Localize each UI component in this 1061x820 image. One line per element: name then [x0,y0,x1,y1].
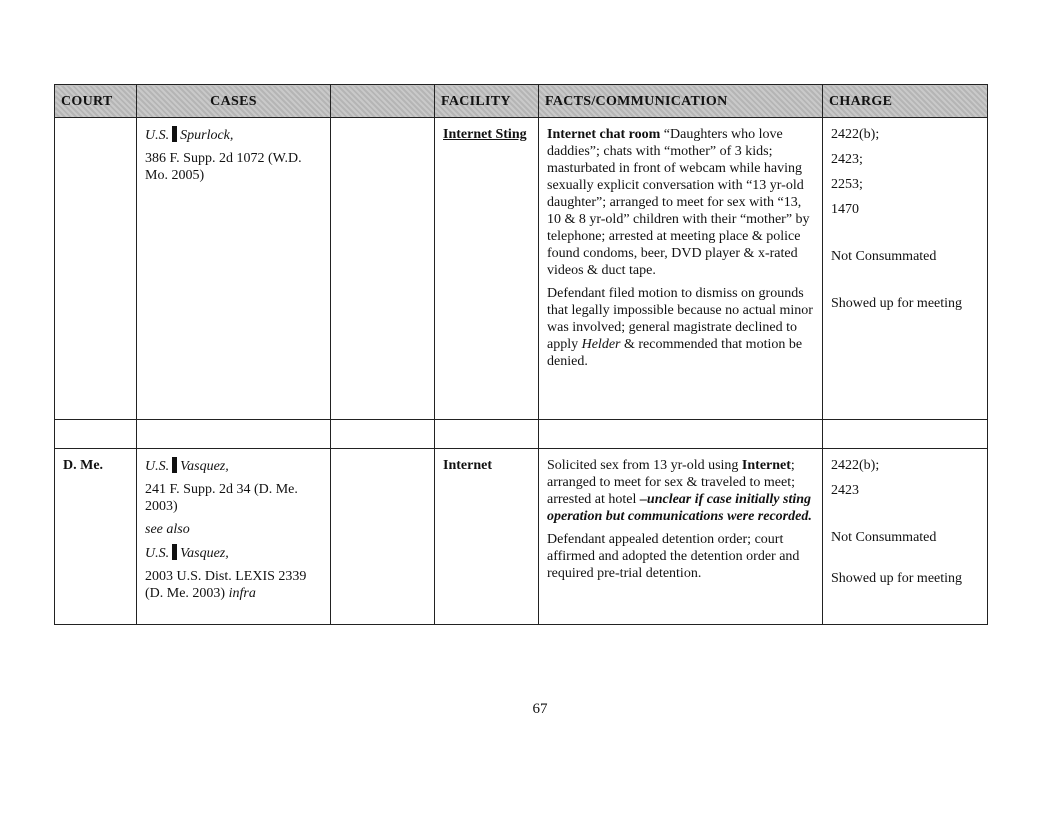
charge-code: 2423 [831,483,859,498]
case-citation: 241 F. Supp. 2d 34 (D. Me. 2003) [145,482,298,514]
court-cell: D. Me. [55,449,137,625]
table-row [55,449,988,625]
facility-label: Internet [443,458,492,473]
cases-cell: U.S. Vasquez, 241 F. Supp. 2d 34 (D. Me. 2003) see also U.S. Vasquez, 2003 U.S. Dist. LEXIS 2339 (D. Me. 2003) infra [137,449,331,625]
see-also: see also [145,522,190,537]
header-court: COURT [55,85,137,118]
charge-code: 2422(b); [831,458,880,473]
facts-cell: Internet chat room “Daughters who love daddies”; chats with “mother” of 3 kids; masturbated in front of webcam while having sexually explicit conversation with “13 yr-old daughter”; arranged to meet for sex with “13, 10 & 8 yr-old” children with their “mother” by telephone; arrested at meeting place & police found condoms, beer, DVD player & x-rated videos & duct tape. Defendant filed motion to dismiss on grounds that legally impossible because no actual minor was involved; general magistrate declined to apply Helder & recommended that motion be denied. [539,118,823,420]
facts-cell: Solicited sex from 13 yr-old using Internet; arranged to meet for sex & traveled to meet; arrested at hotel –unclear if case initially sting operation but communications were recorded. Defendant appealed detention order; court affirmed and adopted the detention order and required pre-trial detention. [539,449,823,625]
redaction-bar [172,457,177,473]
charge-cell [823,449,988,625]
cases-cell [137,118,331,420]
header-row [55,85,988,118]
facility-label: Internet Sting [443,127,527,142]
table-row [55,118,988,420]
header-facts: FACTS/COMMUNICATION [539,85,823,118]
status-text: Not Consummated [831,530,937,545]
charge-code: 2253; [831,177,863,192]
redaction-bar [172,544,177,560]
facility-cell [435,449,539,625]
case-table [54,84,988,625]
page-number: 67 [532,701,548,717]
header-cases: CASES [137,85,331,118]
case-citation: 386 F. Supp. 2d 1072 (W.D. Mo. 2005) [145,151,302,183]
spacer-row [55,420,988,449]
case-citation: 2003 U.S. Dist. LEXIS 2339 (D. Me. 2003) [145,569,307,601]
facility-cell [435,118,539,420]
blank-cell [331,449,435,625]
charge-code: 1470 [831,202,859,217]
header-charge: CHARGE [823,85,988,118]
court-cell [55,118,137,420]
case-prefix: U.S. [145,128,170,143]
charge-code: 2423; [831,152,863,167]
header-blank [331,85,435,118]
redaction-bar [172,126,177,142]
charge-code: 2422(b); [831,127,880,142]
outcome-text: Showed up for meeting [831,296,963,311]
charge-cell [823,118,988,420]
outcome-text: Showed up for meeting [831,571,963,586]
header-facility: FACILITY [435,85,539,118]
blank-cell [331,118,435,420]
case-name: Spurlock, [180,128,234,143]
status-text: Not Consummated [831,249,937,264]
